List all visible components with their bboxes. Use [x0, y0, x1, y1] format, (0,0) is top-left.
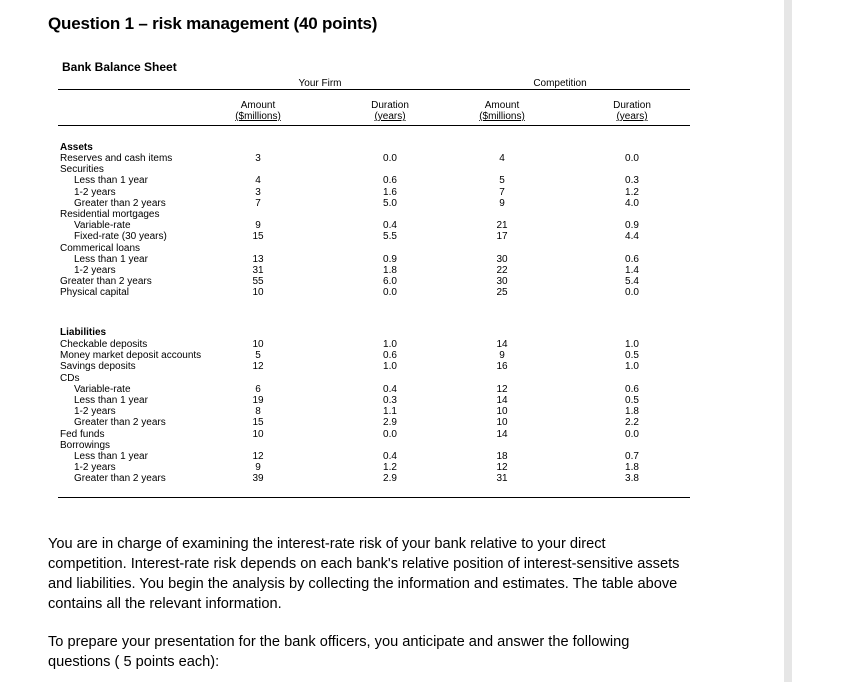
- table-row: [0, 254, 852, 265]
- cell-amount-firm: 19: [252, 395, 264, 406]
- cell-duration-firm: 1.0: [383, 361, 397, 373]
- cell-duration-competition: 1.8: [625, 462, 639, 474]
- cell-duration-competition: 0.0: [625, 428, 639, 440]
- table-row: [0, 209, 852, 220]
- table-row: [0, 220, 852, 231]
- cell-amount-firm: 6: [255, 383, 261, 395]
- cell-amount-competition: 7: [499, 186, 505, 198]
- row-label: Less than 1 year: [74, 395, 148, 406]
- cell-amount-competition: 14: [496, 339, 508, 350]
- col-amount-competition: Amount ($millions): [479, 100, 525, 122]
- table-row: [0, 339, 852, 350]
- cell-amount-competition: 14: [496, 395, 508, 406]
- col-amount-firm: Amount ($millions): [235, 100, 281, 122]
- cell-duration-competition: 1.2: [625, 186, 639, 198]
- cell-amount-firm: 8: [255, 406, 261, 418]
- cell-amount-firm: 10: [252, 287, 264, 299]
- cell-duration-competition: 0.5: [625, 395, 639, 406]
- cell-amount-firm: 3: [255, 186, 261, 198]
- row-label: 1-2 years: [74, 265, 116, 276]
- cell-duration-firm: 1.8: [383, 265, 397, 276]
- cell-amount-firm: 7: [255, 197, 261, 209]
- row-label: Securities: [60, 164, 104, 176]
- table-row: [0, 175, 852, 186]
- cell-amount-firm: 3: [255, 153, 261, 164]
- row-label: 1-2 years: [74, 186, 116, 198]
- cell-duration-firm: 0.0: [383, 428, 397, 440]
- cell-amount-competition: 17: [496, 231, 508, 243]
- table-row: [0, 373, 852, 384]
- cell-amount-competition: 12: [496, 462, 508, 474]
- cell-duration-competition: 1.8: [625, 406, 639, 418]
- cell-amount-firm: 12: [252, 451, 264, 462]
- cell-duration-competition: 0.0: [625, 287, 639, 299]
- cell-duration-firm: 0.6: [383, 175, 397, 187]
- cell-duration-competition: 0.0: [625, 153, 639, 164]
- cell-duration-firm: 0.0: [383, 153, 397, 164]
- cell-duration-firm: 0.4: [383, 451, 397, 462]
- table-row: [0, 473, 852, 484]
- cell-amount-firm: 4: [255, 175, 261, 187]
- cell-amount-firm: 10: [252, 339, 264, 350]
- cell-amount-competition: 10: [496, 417, 508, 429]
- cell-duration-firm: 0.6: [383, 350, 397, 362]
- cell-duration-competition: 0.9: [625, 220, 639, 232]
- col-duration-firm: Duration (years): [371, 100, 409, 122]
- cell-amount-firm: 9: [255, 462, 261, 474]
- cell-amount-competition: 12: [496, 383, 508, 395]
- questions-paragraph: To prepare your presentation for the bank officers, you anticipate and answer the following questions ( 5 points each):: [48, 634, 630, 670]
- cell-duration-competition: 4.4: [625, 231, 639, 243]
- table-row: [0, 417, 852, 428]
- row-label: Checkable deposits: [60, 339, 148, 350]
- cell-duration-firm: 0.0: [383, 287, 397, 299]
- question-title: Question 1 – risk management (40 points): [48, 14, 378, 33]
- cell-duration-competition: 4.0: [625, 197, 639, 209]
- table-row: [0, 276, 852, 287]
- row-label: Greater than 2 years: [74, 417, 166, 429]
- table-row: [0, 384, 852, 395]
- cell-duration-competition: 0.3: [625, 175, 639, 187]
- sheet-title: Bank Balance Sheet: [62, 60, 177, 74]
- cell-duration-competition: 1.4: [625, 265, 639, 276]
- row-label: Fixed-rate (30 years): [74, 231, 167, 243]
- table-row: [0, 243, 852, 254]
- row-label: Money market deposit accounts: [60, 350, 202, 362]
- table-row: [0, 406, 852, 417]
- cell-duration-firm: 1.2: [383, 462, 397, 474]
- row-label: Fed funds: [60, 428, 105, 440]
- top-rule: [58, 89, 690, 90]
- row-label: Less than 1 year: [74, 451, 148, 462]
- table-row: [0, 440, 852, 451]
- cell-duration-firm: 1.1: [383, 406, 397, 418]
- cell-amount-competition: 21: [496, 220, 508, 232]
- row-label: Commerical loans: [60, 242, 141, 254]
- cell-duration-firm: 1.0: [383, 339, 397, 350]
- row-label: 1-2 years: [74, 406, 116, 418]
- col-duration-competition: Duration (years): [613, 100, 651, 122]
- row-label: Variable-rate: [74, 383, 131, 395]
- cell-duration-competition: 0.5: [625, 350, 639, 362]
- row-label: Less than 1 year: [74, 175, 148, 187]
- cell-duration-firm: 0.3: [383, 395, 397, 406]
- cell-duration-firm: 1.6: [383, 186, 397, 198]
- group-your-firm: Your Firm: [298, 78, 342, 89]
- cell-amount-firm: 9: [255, 220, 261, 232]
- cell-duration-competition: 0.6: [625, 253, 639, 265]
- row-label: Borrowings: [60, 439, 111, 451]
- row-label: Greater than 2 years: [60, 276, 152, 288]
- row-label: Savings deposits: [60, 361, 136, 373]
- cell-duration-competition: 2.2: [625, 417, 639, 429]
- table-row: [0, 287, 852, 298]
- table-row: [0, 198, 852, 209]
- cell-amount-competition: 4: [499, 153, 505, 164]
- cell-amount-competition: 22: [496, 265, 508, 276]
- table-row: [0, 164, 852, 175]
- cell-duration-firm: 0.9: [383, 253, 397, 265]
- table-row: [0, 153, 852, 164]
- section-liabilities: Liabilities: [60, 327, 107, 338]
- cell-amount-firm: 13: [252, 253, 264, 265]
- table-row: [0, 361, 852, 372]
- cell-duration-competition: 3.8: [625, 473, 639, 485]
- row-label: 1-2 years: [74, 462, 116, 474]
- row-label: Physical capital: [60, 287, 129, 299]
- cell-duration-competition: 0.6: [625, 383, 639, 395]
- cell-duration-firm: 6.0: [383, 276, 397, 288]
- row-label: Less than 1 year: [74, 253, 148, 265]
- cell-duration-competition: 0.7: [625, 451, 639, 462]
- cell-duration-firm: 2.9: [383, 473, 397, 485]
- row-label: Greater than 2 years: [74, 197, 166, 209]
- section-assets: Assets: [60, 142, 93, 153]
- row-label: Greater than 2 years: [74, 473, 166, 485]
- cell-amount-firm: 10: [252, 428, 264, 440]
- cell-amount-competition: 30: [496, 253, 508, 265]
- cell-duration-firm: 0.4: [383, 383, 397, 395]
- cell-amount-firm: 31: [252, 265, 264, 276]
- group-competition: Competition: [533, 78, 587, 89]
- cell-duration-competition: 5.4: [625, 276, 639, 288]
- cell-duration-competition: 1.0: [625, 361, 639, 373]
- cell-amount-competition: 9: [499, 350, 505, 362]
- cell-duration-firm: 0.4: [383, 220, 397, 232]
- row-label: Variable-rate: [74, 220, 131, 232]
- cell-amount-firm: 15: [252, 231, 264, 243]
- cell-duration-competition: 1.0: [625, 339, 639, 350]
- cell-amount-competition: 31: [496, 473, 508, 485]
- intro-paragraph: You are in charge of examining the interest-rate risk of your bank relative to your direct competition. Interest-rate risk depends on each bank's relative position of interest-sensitive assets and liabilities. You begin the analysis by collecting the information and estimates. The table above contains all the relevant information.: [48, 536, 680, 612]
- table-row: [0, 462, 852, 473]
- cell-amount-competition: 14: [496, 428, 508, 440]
- cell-amount-firm: 55: [252, 276, 264, 288]
- cell-amount-competition: 9: [499, 197, 505, 209]
- table-row: [0, 429, 852, 440]
- cell-amount-firm: 39: [252, 473, 264, 485]
- cell-amount-competition: 10: [496, 406, 508, 418]
- table-row: [0, 395, 852, 406]
- row-label: Reserves and cash items: [60, 153, 173, 164]
- cell-amount-firm: 12: [252, 361, 264, 373]
- cell-amount-competition: 5: [499, 175, 505, 187]
- cell-duration-firm: 5.5: [383, 231, 397, 243]
- cell-duration-firm: 2.9: [383, 417, 397, 429]
- row-label: Residential mortgages: [60, 209, 160, 220]
- cell-amount-competition: 16: [496, 361, 508, 373]
- table-row: [0, 265, 852, 276]
- table-row: [0, 451, 852, 462]
- row-label: CDs: [60, 372, 80, 384]
- cell-amount-firm: 5: [255, 350, 261, 362]
- table-row: [0, 350, 852, 361]
- header-rule: [58, 125, 690, 126]
- table-row: [0, 187, 852, 198]
- cell-duration-firm: 5.0: [383, 197, 397, 209]
- table-row: [0, 231, 852, 242]
- cell-amount-competition: 30: [496, 276, 508, 288]
- cell-amount-competition: 25: [496, 287, 508, 299]
- cell-amount-competition: 18: [496, 451, 508, 462]
- bottom-rule: [58, 497, 690, 498]
- cell-amount-firm: 15: [252, 417, 264, 429]
